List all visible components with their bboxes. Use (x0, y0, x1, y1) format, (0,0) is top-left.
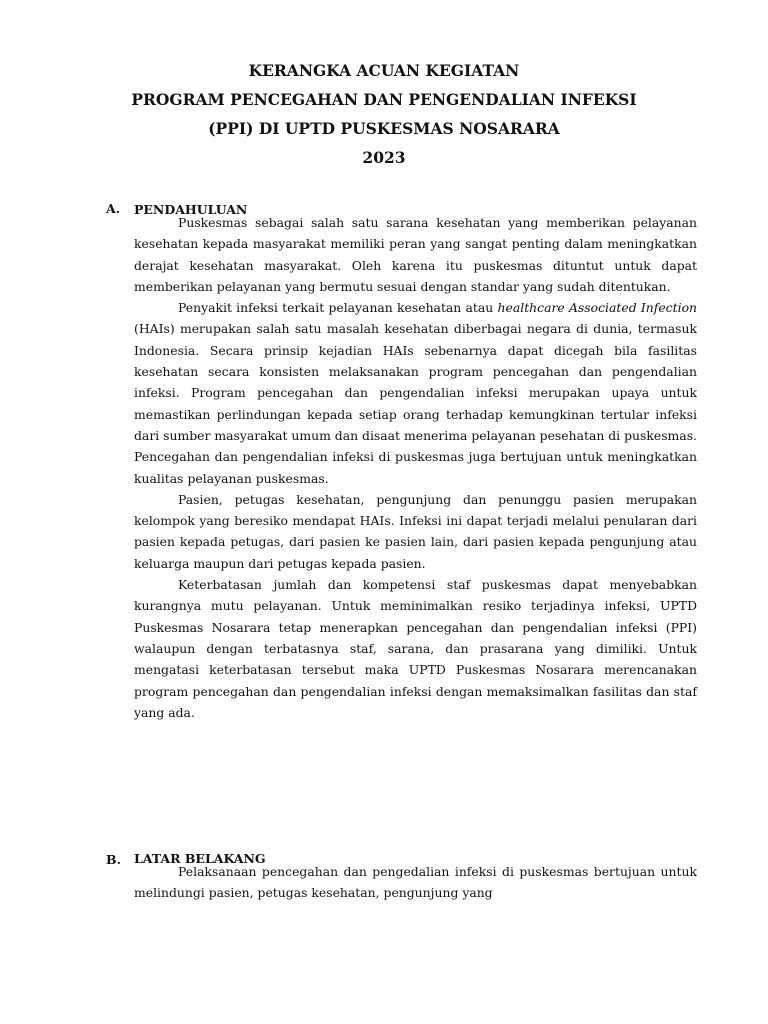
section-b-heading: LATAR BELAKANG (134, 851, 266, 866)
section-a-paragraph-2 (134, 297, 697, 489)
title-line-3: (PPI) DI UPTD PUSKESMAS NOSARARA (208, 119, 560, 138)
section-a-paragraph-3: Pasien, petugas kesehatan, pengunjung dan penunggu pasien merupakan kelompok yang beresiko mendapat HAIs. Infeksi ini dapat terjadi melalui penularan dari pasien kepada petugas, dari pasien ke pasien lain, dari pasien kepada pengunjung atau keluarga maupun dari petugas kepada pasien. (134, 491, 697, 571)
section-b-body (134, 861, 697, 904)
title-line-1: KERANGKA ACUAN KEGIATAN (248, 61, 520, 80)
section-b-marker: B. (106, 852, 121, 867)
section-a-paragraph-4: Keterbatasan jumlah dan kompetensi staf puskesmas dapat menyebabkan kurangnya mutu pelayanan. Untuk meminimalkan resiko terjadinya infeksi, UPTD Puskesmas Nosarara tetap menerapkan pencegahan dan pengendalian infeksi (PPI) walaupun dengan terbatasnya staf, sarana, dan prasarana yang dimiliki. Untuk mengatasi keterbatasan tersebut maka UPTD Puskesmas Nosarara merencanakan program pencegahan dan pengendalian infeksi dengan memaksimalkan fasilitas dan staf yang ada. (134, 577, 697, 720)
title-line-4: 2023 (362, 148, 406, 167)
section-a-paragraph-2-italic-term: healthcare Associated Infection (497, 300, 698, 316)
section-b-paragraph-1: Pelaksanaan pencegahan dan pengedalian infeksi di puskesmas bertujuan untuk melindungi pasien, petugas kesehatan, pengunjung yang (134, 864, 697, 901)
section-a-body (134, 212, 697, 723)
section-a-paragraph-1: Puskesmas sebagai salah satu sarana kesehatan yang memberikan pelayanan kesehatan kepada masyarakat memiliki peran yang sangat penting dalam meningkatkan derajat kesehatan masyarakat. Oleh karena itu puskesmas dituntut untuk dapat memberikan pelayanan yang bermutu sesuai dengan standar yang sudah ditentukan. (134, 215, 697, 294)
document-title (80, 56, 688, 172)
section-a-paragraph-2-start: Penyakit infeksi terkait pelayanan kesehatan atau (178, 300, 498, 316)
title-line-2: PROGRAM PENCEGAHAN DAN PENGENDALIAN INFEKSI (131, 90, 637, 109)
section-a-heading: PENDAHULUAN (134, 202, 248, 217)
section-a-marker: A. (106, 201, 121, 216)
section-a-paragraph-2-rest: (HAIs) merupakan salah satu masalah kesehatan diberbagai negara di dunia, termasuk Indonesia. Secara prinsip kejadian HAIs sebenarnya dapat dicegah bila fasilitas kesehatan secara konsisten melaksanakan program pencegahan dan pengendalian infeksi. Program pencegahan dan pengendalian infeksi merupakan upaya untuk memastikan perlindungan kepada setiap orang terhadap kemungkinan tertular infeksi dari sumber masyarakat umum dan disaat menerima pelayanan pesehatan di puskesmas. Pencegahan dan pengendalian infeksi di puskesmas juga bertujuan untuk meningkatkan kualitas pelayanan puskesmas. (134, 321, 697, 486)
